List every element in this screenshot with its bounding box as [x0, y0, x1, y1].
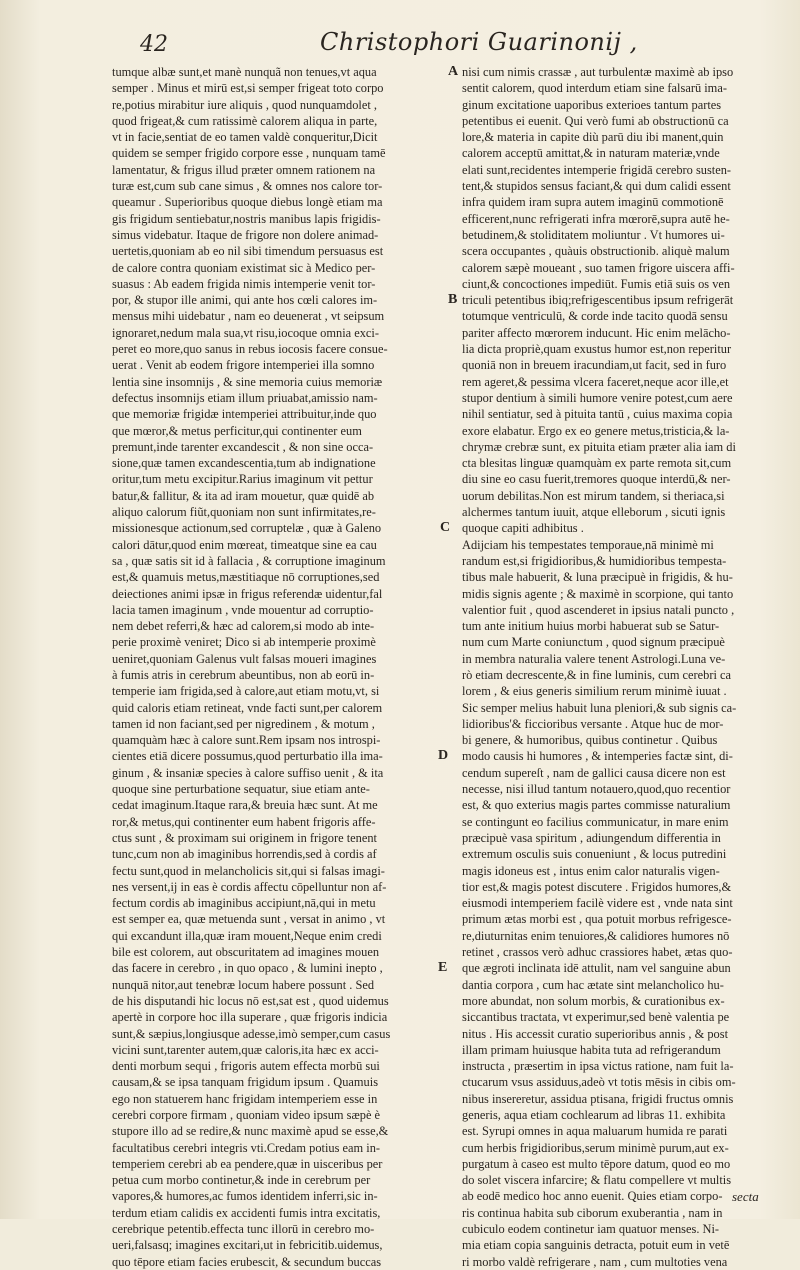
- right-column-line: tum ante initium huius morbi habuerat sub se Satur-: [462, 619, 720, 634]
- left-column-line: denti morbum sequi , frigoris autem effecta morbū sui: [112, 1059, 380, 1074]
- left-column-line: petua cum morbo continetur,& inde in cerebrum per: [112, 1173, 371, 1188]
- left-column-line: causam,& se ipsa tanquam frigidum ipsum . Quamuis: [112, 1075, 379, 1090]
- left-column-line: fectum cordis ab imaginibus accipiunt,nā,qui in metu: [112, 896, 376, 911]
- right-column-line: bi genere, & humoribus, quibus continetur . Quibus: [462, 733, 718, 748]
- left-column-line: à fumis atris in cerebrum abeuntibus, non ab eorū in-: [112, 667, 375, 682]
- right-column-line: re,diuturnitas enim tenuiores,& calidiores humores nō: [462, 928, 730, 943]
- left-column-line: vicini sunt,tarenter autem,quæ caloris,ita hæc ex acci-: [112, 1042, 379, 1057]
- left-column-line: quid caloris etiam retineat, vnde facti sunt,per calorem: [112, 700, 383, 715]
- left-column-line: ueniret,quoniam Galenus vult falsas moueri imagines: [112, 651, 377, 666]
- right-text-column: [462, 64, 780, 1270]
- left-column-line: quo tēpore etiam facies erubescit, & secundum buccas: [112, 1254, 382, 1269]
- left-column-line: mensus mihi uidebatur , nam eo deuenerat , vt seipsum: [112, 309, 385, 324]
- right-column-line: extremum osculis suis conueniunt , & locus putredini: [462, 847, 727, 862]
- left-column-line: premunt,inde tarenter excandescit , & non sine occa-: [112, 439, 374, 454]
- right-column-line: modo causis hi humores , & intemperies factæ sint, di-: [462, 749, 733, 764]
- running-head: Christophori Guarinonij ,: [320, 28, 638, 56]
- left-column-line: defectus insomnijs etiam illum priuabat,amissio nam-: [112, 390, 378, 405]
- left-text-column: [112, 64, 430, 1270]
- right-column-line: retinet , crassos verò adhuc crassiores habet, ætas quo-: [462, 945, 733, 960]
- left-column-line: lamentatur, & frigus illud præter omnem rationem na: [112, 162, 376, 177]
- right-column-line: pariter affecto mœrorem inducunt. Hic enim melācho-: [462, 325, 731, 340]
- left-column-line: lentia sine insomnijs , & sine memoria cuius memoriæ: [112, 374, 383, 389]
- left-column-line: de his disputandi hic locus nō est,sat est , quod uidemus: [112, 993, 389, 1008]
- left-column-line: est semper ea, quæ metuenda sunt , versat in animo , vt: [112, 912, 386, 927]
- left-column-line: ginum , & insaniæ species à calore suffiso uenit , & ita: [112, 765, 384, 780]
- left-column-line: re,potius mirabitur iure aliquis , quod nunquamdolet ,: [112, 97, 377, 112]
- right-column-line: Sic semper melius habuit luna pleniori,& sub signis ca-: [462, 700, 737, 715]
- right-column-line: eiusmodi intemperiem facilè videre est , vnde nata sint: [462, 896, 733, 911]
- right-column-line: triculi petentibus ibiq;refrigescentibus ipsum refrigerāt: [462, 293, 734, 308]
- page-number: 42: [140, 32, 168, 57]
- left-column-line: turæ est,cum sub cane simus , & omnes nos calore tor-: [112, 179, 383, 194]
- right-column-line: instructa , præsertim in ipsa victus ratione, nam fuit la-: [462, 1059, 734, 1074]
- right-column-line: illam primam huiusque habita tuta ad refrigerandum: [462, 1042, 721, 1057]
- right-column-line: num cum Marte coniunctum , quod signum præcipuè: [462, 635, 725, 650]
- left-column-line: cedat imaginum.Itaque rara,& breuia hæc sunt. At me: [112, 798, 378, 813]
- left-column-line: nem debet referri,& hæc ad calorem,si modo ab inte-: [112, 619, 375, 634]
- left-column-line: stupore illo ad se redire,& nunc maximè apud se esse,&: [112, 1124, 389, 1139]
- right-column-line: uorum debilitas.Non est mirum tandem, si theriaca,si: [462, 488, 725, 503]
- left-column-line: ueri,falsasq; imagines excitari,ut in febricitib.uidemus,: [112, 1238, 383, 1253]
- right-column-line: calorem sæpè moueant , suo tamen frigore uiscera affi-: [462, 260, 735, 275]
- left-column-line: vapores,& humores,ac fumos identidem inferri,sic in-: [112, 1189, 378, 1204]
- right-column-line: generis, aqua etiam cochlearum ad libras 11. exhibita: [462, 1108, 726, 1122]
- left-column-line: cientes etiā dicere possumus,quod perturbatio illa ima-: [112, 749, 383, 764]
- left-column-line: terdum etiam calidis ex accidenti fumis intra excitatis,: [112, 1205, 381, 1220]
- right-column-line: primum ætas morbi est , qua potuit morbus refrigesce-: [462, 912, 732, 927]
- right-column-line: valentior fuit , quod ascenderet in ipsius natali puncto ,: [462, 602, 735, 617]
- margin-letter-b: B: [448, 292, 458, 307]
- right-column-line: nisi cum nimis crassæ , aut turbulentæ maximè ab ipso: [462, 65, 734, 79]
- left-column-line: tunc,cum non ab imaginibus horrendis,sed à cordis af: [112, 847, 377, 862]
- left-column-line: quod frigeat,& cum ratissimè calorem aliqua in parte,: [112, 113, 378, 128]
- left-column-line: sa , quæ satis sit id à fallacia , & corruptione imaginum: [112, 553, 386, 568]
- right-column-line: magis idoneus est , intus enim calor naturalis vigen-: [462, 863, 720, 878]
- left-column-line: vt in facie,sentiat de eo tamen valdè conqueritur,Dicit: [112, 130, 378, 145]
- right-column-line: cta blesitas linguæ quamquàm ex parte remota sit,cum: [462, 456, 732, 471]
- left-column-line: tumque albæ sunt,et manè nunquã non tenues,vt aqua: [112, 65, 377, 79]
- left-column-line: oritur,tum metu excipitur.Rarius imaginum vit pettur: [112, 472, 373, 487]
- left-column-line: facultatibus cerebri integris vti.Credam potius eam in-: [112, 1140, 381, 1155]
- left-column-line: ego non statuerem hanc frigidam intemperiem esse in: [112, 1091, 378, 1106]
- right-column-line: siccantibus tractata, vt experimur,sed benè valentia pe: [462, 1010, 730, 1025]
- right-column-line: scera occupantes , quàuis obstructionib. aliquè malum: [462, 244, 730, 259]
- right-column-line: stupor dentium à simili humore venire potest,cum aere: [462, 390, 733, 405]
- left-column-line: est,& quamuis metus,mæstitiaque nō corruptiones,sed: [112, 570, 380, 585]
- left-column-line: de calore contra quoniam existimat sic à Medico per-: [112, 260, 376, 275]
- left-column-line: por, & stupor ille animi, qui ante hos cœli calores im-: [112, 293, 378, 308]
- left-column-line: suasus : Ab eadem frigida nimis intemperie venit tor-: [112, 276, 376, 291]
- right-column-line: tior est,& magis potest discutere . Frigidos humores,&: [462, 879, 732, 894]
- right-column-line: ciunt,& concoctiones impediūt. Fumis etiā suis os ven: [462, 276, 731, 291]
- left-column-line: missionesque actionum,sed corruptelæ , quæ à Galeno: [112, 521, 382, 536]
- right-column-line: elati sunt,recidentes intemperie frigidā cerebro susten-: [462, 162, 732, 177]
- right-column-line: ris continua habita sub ciborum exuberantia , nam in: [462, 1205, 723, 1220]
- left-column-line: quoque sine perturbatione sequatur, siue etiam ante-: [112, 782, 370, 797]
- right-column-line: efficerent,nunc refrigerati infra mœrorē,supra autē he-: [462, 211, 730, 226]
- right-column-line: Adijciam his tempestates temporaue,nā minimè mi: [462, 537, 714, 552]
- left-column-line: que memoriæ frigidæ intemperiei attribuitur,inde quo: [112, 407, 377, 422]
- left-column-line: quamquàm hæc à calore sunt.Rem ipsam nos introspi-: [112, 733, 381, 748]
- right-column-line: midis signis agente ; & maximè in scorpione, qui tanto: [462, 586, 734, 601]
- left-column-line: cerebri corpore firmam , quoniam video ipsum sæpè è: [112, 1108, 381, 1122]
- left-column-line: perie proximè veniret; Dico si ab intemperie proximè: [112, 635, 376, 650]
- margin-letter-a: A: [448, 64, 459, 79]
- right-column-line: in membra naturalia valere tenent Astrologi.Luna ve-: [462, 651, 726, 666]
- left-column-line: temperiem cerebri ab ea pendere,quæ in uisceribus per: [112, 1156, 383, 1171]
- left-column-line: semper . Minus et mirū est,si semper frigeat toto corpo: [112, 81, 384, 96]
- left-column-line: deiectiones animi ipsæ in frigus referendæ uidentur,fal: [112, 586, 383, 601]
- right-column-line: infra quidem iram supra autem imaginū commotionē: [462, 195, 724, 210]
- right-column-line: randum est,si frigidioribus,& humidioribus tempesta-: [462, 553, 727, 568]
- left-column-line: batur,& fallitur, & ita ad iram mouetur, quæ quidē ab: [112, 488, 375, 503]
- right-column-line: tent,& stupidos sensus faciant,& qui dum calidi essent: [462, 179, 731, 194]
- right-column-line: alchermes tantum iuuit, atque elleborum , sicuti ignis: [462, 505, 726, 520]
- right-column-line: ginum excitatione uaporibus exterioes tantum partes: [462, 97, 722, 112]
- right-column-line: do solet viscera infarcire; & flatu compellere vt multis: [462, 1173, 732, 1188]
- right-column-line: se contingunt eo facilius communicatur, in mare enim: [462, 814, 729, 829]
- right-column-line: purgatum à caseo est multo tēpore datum, quod eo mo: [462, 1156, 731, 1171]
- right-column-line: exore elabatur. Ergo ex eo genere metus,tristicia,& la-: [462, 423, 730, 438]
- right-column-line: nihil sentiatur, sed à pituita tantū , cuius maxima copia: [462, 407, 733, 422]
- right-column-line: præcipuè vasa spiritum , adiungendum differentia in: [462, 830, 721, 845]
- right-column-line: quoniā non in breuem iracundiam,ut facit, sed in furo: [462, 358, 727, 373]
- left-column-line: gis frigidum sentiebatur,nostris manibus lapis frigidis-: [112, 211, 381, 226]
- left-column-line: ror,& metus,qui continenter eum habent frigoris affe-: [112, 814, 376, 829]
- left-column-line: sunt,& sæpius,longiusque adesse,imò semper,cum casus: [112, 1026, 391, 1041]
- left-column-line: queamur . Superioribus quoque diebus longè etiam ma: [112, 195, 383, 210]
- left-column-line: nes versent,ij in eas è cordis affectu cōpelluntur non af-: [112, 879, 387, 894]
- left-column-line: aliquo calorum fiũt,quoniam non sunt infirmitates,re-: [112, 505, 376, 520]
- right-column-line: ri morbo valdè refrigerare , nam , cum multoties vena: [462, 1254, 728, 1269]
- right-column-line: lore,& materia in capite diù parū diu ibi manent,quin: [462, 130, 724, 145]
- right-column-line: diu sine eo casu fuerit,tremores quoque interdū,& ner-: [462, 472, 731, 487]
- left-column-line: uerat . Venit ab eodem frigore intemperiei illa somno: [112, 358, 375, 373]
- right-column-line: que ægroti inclinata idē attulit, nam vel sanguine abun: [462, 961, 731, 976]
- right-column-line: lidioribus'& ficcioribus versante . Atque huc de mor-: [462, 716, 724, 731]
- right-column-line: mia etiam copia sanguinis detracta, potuit eum in vetē: [462, 1238, 730, 1253]
- left-column-line: uertetis,quoniam ab eo nil sibi timendum persuasus est: [112, 244, 384, 259]
- right-column-line: sentit calorem, quod interdum etiam sine falsarū ima-: [462, 81, 727, 96]
- right-column-line: cum herbis frigidioribus,serum minimè purum,aut ex-: [462, 1140, 729, 1155]
- right-column-line: tibus male habuerit, & luna præcipuè in frigidis, & hu-: [462, 570, 733, 585]
- margin-letter-c: C: [440, 520, 451, 535]
- left-column-line: simus videbatur. Itaque de frigore non dolere animad-: [112, 227, 379, 242]
- right-column-line: lorem , & eius generis similium rerum minimè iuuat .: [462, 684, 727, 699]
- page-header: [0, 26, 800, 62]
- right-column-line: ab eodē medico hoc anno euenit. Quies etiam corpo-: [462, 1189, 723, 1204]
- catchword: secta: [732, 1189, 759, 1204]
- left-column-line: ignoraret,nedum mala sua,vt risu,iocoque omnia exci-: [112, 325, 380, 340]
- left-column-line: apertè in corpore hoc illa superare , quæ frigoris indicia: [112, 1010, 388, 1025]
- right-column-line: nibus insereretur, assidua ptisana, frigidi fructus omnis: [462, 1091, 734, 1106]
- right-column-line: cubiculo eodem continetur iam quatuor menses. Ni-: [462, 1222, 720, 1237]
- right-column-line: nitus . His accessit curatio superioribus annis , & post: [462, 1026, 729, 1041]
- left-column-line: tamen id non faciant,sed per nigredinem , & motum ,: [112, 716, 375, 731]
- right-column-line: dantia corpora , cum hac ætate sint melancholico hu-: [462, 977, 724, 992]
- left-column-line: peret eo more,quo sanus in rebus iocosis facere consue-: [112, 342, 388, 357]
- right-column-line: rò etiam decrescente,& in fine luminis, cum cerebri ca: [462, 667, 732, 682]
- left-column-line: fectu sunt,quod in melancholicis sit,qui si falsas imagi-: [112, 863, 385, 878]
- left-column-line: das facere in cerebro , in quo opaco , & lumini inepto ,: [112, 961, 383, 976]
- left-column-line: nunquā nitor,aut tenebræ locum habere possunt . Sed: [112, 977, 375, 992]
- left-column-line: calori dātur,quod enim mœreat, timeatque sine ea cau: [112, 537, 377, 552]
- margin-letter-e: E: [438, 960, 448, 975]
- right-column-line: rem ageret,& pessima vlcera faceret,neque acor ille,et: [462, 374, 729, 389]
- right-column-line: petentibus ei euenit. Qui verò fumi ab obstructionū ca: [462, 113, 729, 128]
- left-column-line: sione,quæ tamen excandescentia,tum ab indignatione: [112, 456, 376, 471]
- left-column-line: cerebrique petentib.effecta tunc illorū in cerebro mo-: [112, 1222, 375, 1237]
- left-column-line: ctus sunt , & proximam sui originem in frigore tenent: [112, 830, 377, 845]
- left-column-line: que mœror,& metus perficitur,qui continenter eum: [112, 423, 362, 438]
- right-column-line: necesse, nisi illud tantum notauero,quod,quo recentior: [462, 782, 731, 797]
- right-column-line: est. Syrupi omnes in aqua maluarum humida re parati: [462, 1124, 728, 1139]
- right-column-line: ctucarum vsus assiduus,adeò vt totis mēsis in cibis om-: [462, 1075, 736, 1090]
- right-column-line: totumque ventriculū, & corde inde tacito quodā sensu: [462, 309, 728, 324]
- left-column-line: temperie iam frigida,sed à calore,aut etiam motu,vt, si: [112, 684, 380, 699]
- right-column-line: cendum supereſt , nam de gallici causa dicere non est: [462, 765, 726, 780]
- left-column-line: bile est colorem, aut obscuritatem ad imagines mouen: [112, 945, 380, 960]
- right-column-line: quoque capiti adhibitus .: [462, 521, 584, 536]
- right-column-line: est, & quo exterius magis partes commisse naturalium: [462, 798, 731, 813]
- left-column-line: lacia tamen imaginum , vnde mouentur ad corruptio-: [112, 602, 374, 617]
- right-column-line: calorem acceptū amittat,& in naturam materiæ,vnde: [462, 146, 720, 161]
- margin-letter-d: D: [438, 748, 449, 763]
- right-column-line: lia dicta propriè,quam exustus humor est,non reperitur: [462, 342, 732, 357]
- right-column-line: betudinem,& stoliditatem moliuntur . Vt humores ui-: [462, 227, 725, 242]
- left-column-line: qui excandunt illa,quæ iram mouent,Neque enim credi: [112, 928, 382, 943]
- right-column-line: chrymæ crebræ sunt, ex pituita etiam præter alia iam di: [462, 439, 736, 454]
- right-column-line: more abundat, non solum morbis, & curationibus ex-: [462, 993, 725, 1008]
- left-column-line: quidem se semper frigido corpore esse , nunquam tamē: [112, 146, 386, 161]
